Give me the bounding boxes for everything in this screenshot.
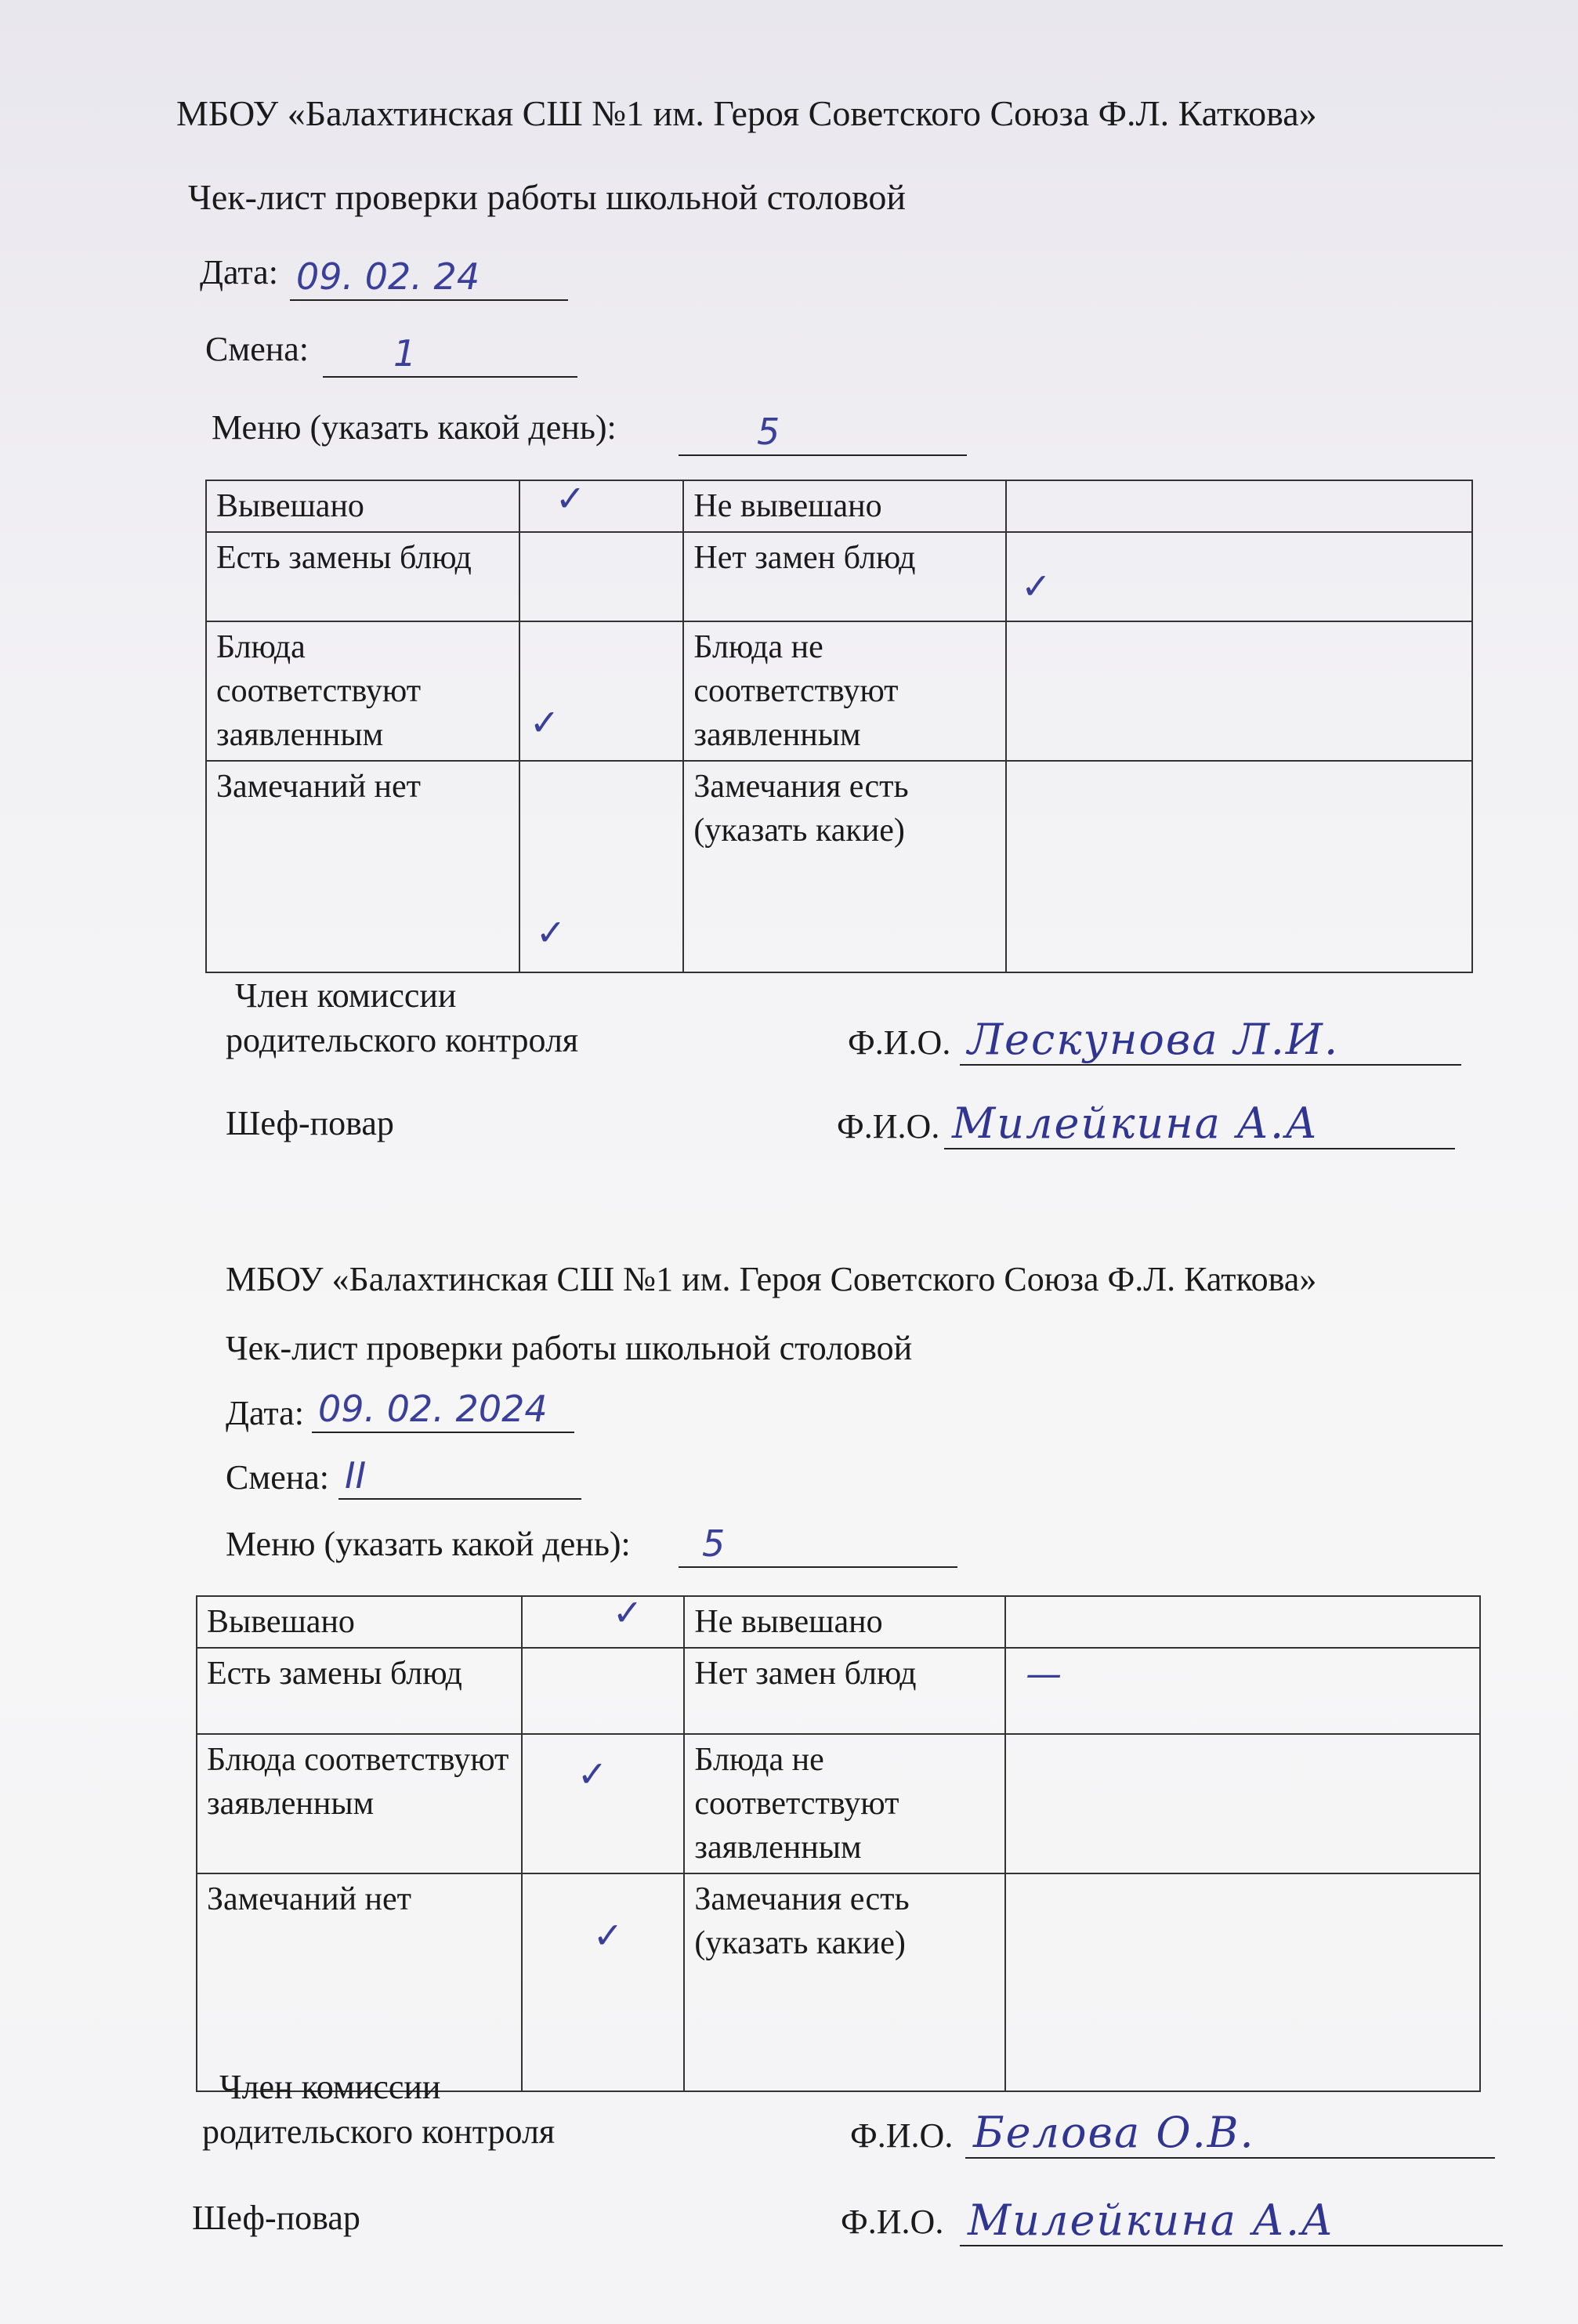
shift-field[interactable] xyxy=(338,1454,581,1500)
table-row xyxy=(206,761,1472,972)
checkmark-icon: ✓ xyxy=(577,1753,608,1795)
cell-has-replacements: Есть замены блюд xyxy=(197,1648,522,1734)
school-name: МБОУ «Балахтинская СШ №1 им. Героя Советского Союза Ф.Л. Каткова» xyxy=(226,1260,1317,1298)
checkmark-icon: ✓ xyxy=(1021,565,1051,607)
cell-not-posted: Не вывешано xyxy=(684,1596,1005,1648)
checkbox-dishes-not-match[interactable] xyxy=(1006,621,1472,761)
cell-no-replacements: Нет замен блюд xyxy=(683,532,1006,621)
form-title: Чек-лист проверки работы школьной столовой xyxy=(188,177,907,217)
date-row xyxy=(200,252,278,292)
remarks-field[interactable] xyxy=(1005,1873,1480,2091)
fio-label: Ф.И.О. xyxy=(841,2203,944,2241)
date-label: Дата: xyxy=(200,253,278,291)
checkbox-dishes-match[interactable] xyxy=(522,1734,685,1873)
menu-row xyxy=(212,407,617,447)
fio-label: Ф.И.О. xyxy=(850,2116,954,2155)
checkbox-has-replacements[interactable] xyxy=(522,1648,685,1734)
checkbox-has-replacements[interactable] xyxy=(519,532,684,621)
menu-field[interactable] xyxy=(679,1522,957,1568)
cell-no-remarks: Замечаний нет xyxy=(206,761,519,972)
cell-no-replacements: Нет замен блюд xyxy=(684,1648,1005,1734)
checkmark-icon: ✓ xyxy=(592,1914,624,1957)
member-signature: Лескунова Л.И. xyxy=(968,1015,1340,1064)
member-label-line2: родительского контроля xyxy=(202,2112,556,2151)
shift-row xyxy=(205,329,309,369)
checkbox-dishes-not-match[interactable] xyxy=(1005,1734,1480,1873)
member-signature-field[interactable] xyxy=(960,1015,1461,1066)
cell-no-remarks: Замечаний нет xyxy=(197,1873,522,2091)
table-row xyxy=(197,1734,1480,1873)
school-name: МБОУ «Балахтинская СШ №1 им. Героя Советского Союза Ф.Л. Каткова» xyxy=(176,93,1317,133)
shift-field[interactable] xyxy=(323,332,577,378)
remarks-field[interactable] xyxy=(1006,761,1472,972)
cell-has-remarks: Замечания есть (указать какие) xyxy=(683,761,1006,972)
checkmark-icon: ✓ xyxy=(535,911,566,954)
checkbox-posted[interactable] xyxy=(522,1591,685,1648)
shift-label: Смена: xyxy=(226,1458,330,1497)
menu-field[interactable] xyxy=(679,411,967,456)
fio-label: Ф.И.О. xyxy=(837,1107,940,1146)
form-title: Чек-лист проверки работы школьной столовой xyxy=(226,1329,913,1367)
menu-label: Меню (указать какой день): xyxy=(226,1525,631,1563)
dash-mark-icon: — xyxy=(1026,1653,1062,1695)
cell-posted: Вывешано xyxy=(197,1596,522,1648)
cell-has-replacements: Есть замены блюд xyxy=(206,532,519,621)
menu-value: 5 xyxy=(702,1522,726,1565)
checkbox-posted[interactable] xyxy=(519,477,684,532)
checkmark-icon: ✓ xyxy=(555,477,586,519)
chef-signature-field[interactable] xyxy=(944,1101,1455,1149)
date-value: 09. 02. 2024 xyxy=(318,1388,548,1430)
cell-dishes-not-match: Блюда не соответствуют заявленным xyxy=(684,1734,1005,1873)
chef-label: Шеф-повар xyxy=(226,1104,394,1142)
table-row xyxy=(197,1873,1480,2091)
member-label-line2: родительского контроля xyxy=(226,1021,579,1059)
checkbox-no-remarks[interactable] xyxy=(519,761,684,972)
checkmark-icon: ✓ xyxy=(529,701,560,744)
table-row xyxy=(197,1596,1480,1648)
checklist-table xyxy=(196,1591,1481,2092)
table-row xyxy=(206,480,1472,532)
chef-signature: Милейкина А.А xyxy=(952,1099,1319,1148)
fio-label: Ф.И.О. xyxy=(848,1023,951,1062)
table-row xyxy=(197,1648,1480,1734)
cell-dishes-not-match: Блюда не соответствуют заявленным xyxy=(683,621,1006,761)
checkbox-no-replacements[interactable] xyxy=(1006,532,1472,621)
shift-label: Смена: xyxy=(205,330,309,368)
cell-has-remarks: Замечания есть (указать какие) xyxy=(684,1873,1005,2091)
cell-dishes-match: Блюда соответствуют заявленным xyxy=(197,1734,522,1873)
chef-signature: Милейкина А.А xyxy=(968,2195,1335,2245)
menu-value: 5 xyxy=(757,411,780,453)
date-field[interactable] xyxy=(312,1388,574,1433)
member-label-line1: Член комиссии xyxy=(219,2068,441,2106)
member-signature: Белова О.В. xyxy=(973,2108,1255,2157)
cell-posted: Вывешано xyxy=(206,480,519,532)
shift-row xyxy=(226,1457,329,1497)
shift-value: 1 xyxy=(393,332,417,375)
checkbox-not-posted[interactable] xyxy=(1006,480,1472,532)
member-label-line1: Член комиссии xyxy=(235,976,457,1015)
date-row xyxy=(226,1393,304,1433)
cell-dishes-match: Блюда соответствуют заявленным xyxy=(206,621,519,761)
member-signature-field[interactable] xyxy=(965,2108,1495,2159)
chef-signature-field[interactable] xyxy=(960,2194,1503,2246)
date-value: 09. 02. 24 xyxy=(296,255,480,298)
shift-value: II xyxy=(345,1454,367,1497)
checkbox-no-replacements[interactable] xyxy=(1005,1648,1480,1734)
checklist-table xyxy=(205,477,1473,973)
checkbox-dishes-match[interactable] xyxy=(519,621,684,761)
table-row xyxy=(206,532,1472,621)
menu-label: Меню (указать какой день): xyxy=(212,408,617,447)
table-row xyxy=(206,621,1472,761)
checkmark-icon: ✓ xyxy=(612,1591,643,1634)
checkbox-not-posted[interactable] xyxy=(1005,1596,1480,1648)
menu-row xyxy=(226,1524,631,1564)
checkbox-no-remarks[interactable] xyxy=(522,1873,685,2091)
chef-label: Шеф-повар xyxy=(192,2199,360,2237)
date-field[interactable] xyxy=(290,255,568,301)
cell-not-posted: Не вывешано xyxy=(683,480,1006,532)
date-label: Дата: xyxy=(226,1394,304,1432)
